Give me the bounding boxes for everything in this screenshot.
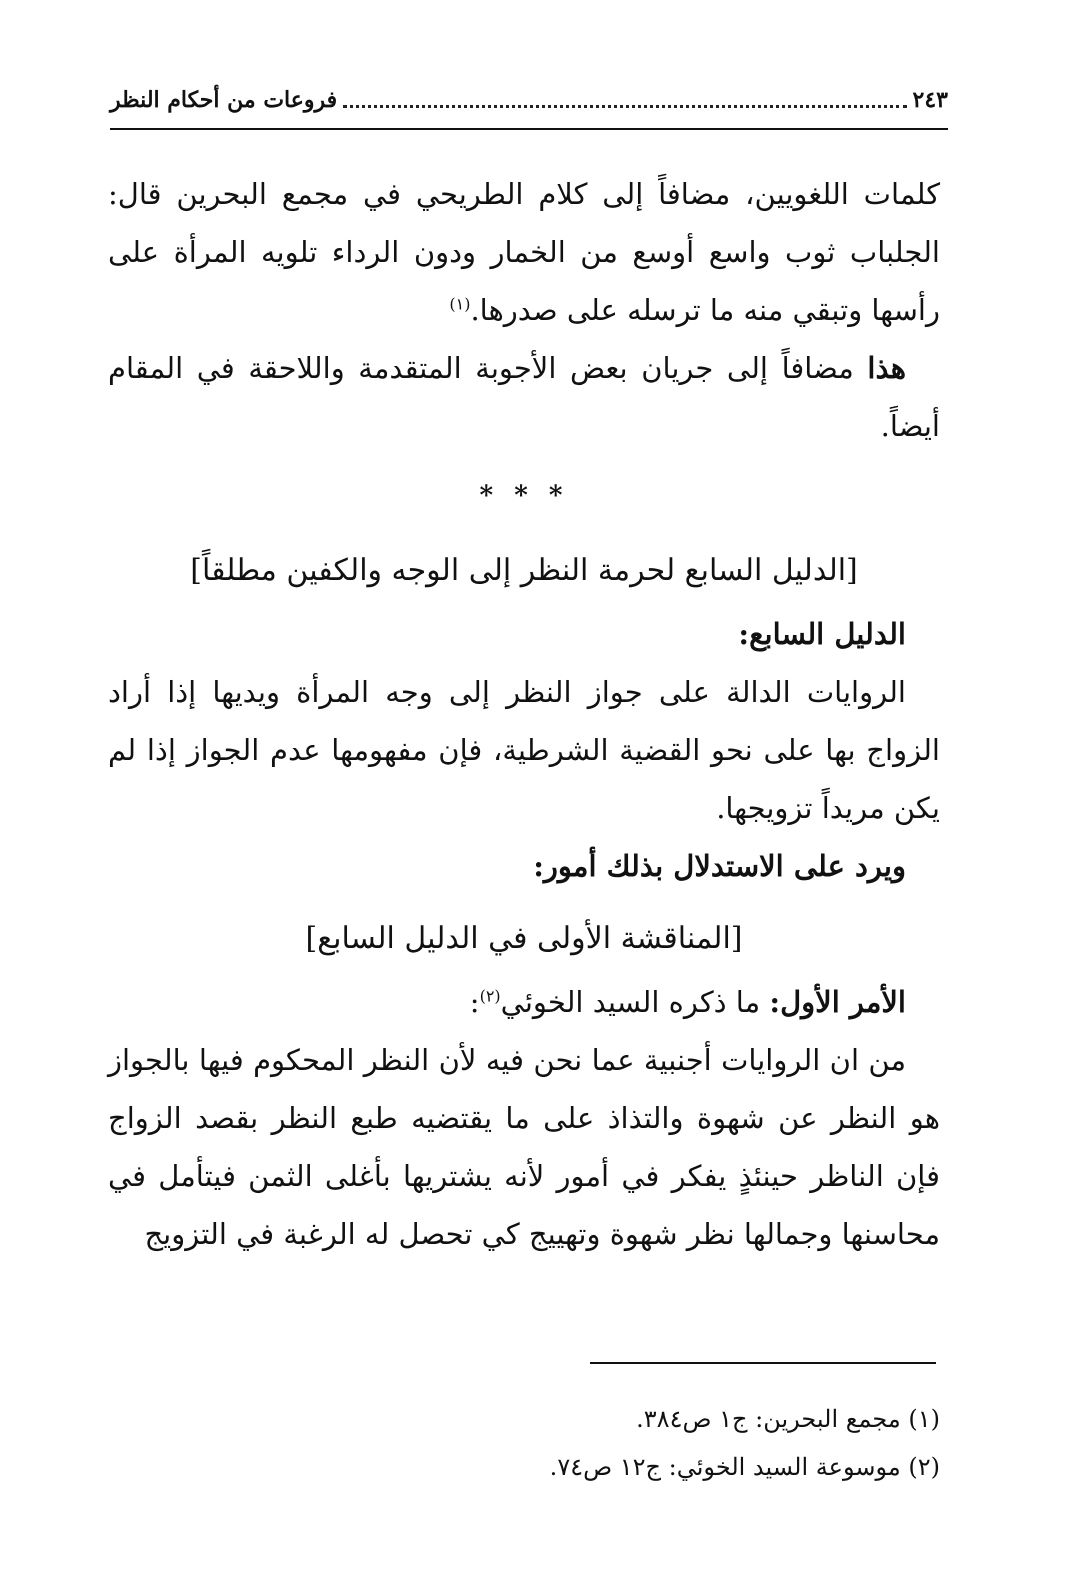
header-rule bbox=[110, 128, 948, 130]
footnote-ref-1: (١) bbox=[449, 294, 471, 314]
subheading-objections: ويرد على الاستدلال بذلك أمور: bbox=[533, 849, 906, 883]
section-heading-2: [المناقشة الأولى في الدليل السابع] bbox=[305, 921, 743, 956]
section-separator: * * * bbox=[479, 481, 569, 511]
paragraph-3: الروايات الدالة على جواز النظر إلى وجه المرأة ويديها إذا أراد الزواج بها على نحو القضية الشرطية، فإن مفهومها عدم الجواز إذا لم يكن مريداً تزويجها. bbox=[108, 675, 940, 825]
paragraph-2-lead: هذا bbox=[867, 351, 906, 385]
paragraph-1 bbox=[108, 165, 940, 339]
header-dot-leader bbox=[343, 105, 906, 108]
paragraph-4-lead: الأمر الأول: bbox=[769, 985, 906, 1019]
running-title: فروعات من أحكام النظر bbox=[110, 87, 338, 113]
paragraph-5: من ان الروايات أجنبية عما نحن فيه لأن النظر المحكوم فيها بالجواز هو النظر عن شهوة والتذاذ على ما يقتضيه طبع النظر بقصد الزواج فإن الناظر حينئذٍ يفكر في أمور لأنه يشتريها بأغلى الثمن فيتأمل في محاسنها وجمالها نظر شهوة وتهييج كي تحصل له الرغبة في التزويج bbox=[108, 1043, 940, 1251]
paragraph-1-line-2: الجلباب ثوب واسع أوسع من الخمار ودون الرداء تلويه المرأة على bbox=[108, 235, 940, 269]
section-heading-1: [الدليل السابع لحرمة النظر إلى الوجه والكفين مطلقاً] bbox=[190, 553, 858, 588]
paragraph-4-text: ما ذكره السيد الخوئي bbox=[500, 985, 770, 1019]
paragraph-4-colon: : bbox=[469, 985, 480, 1019]
paragraph-1-line-3: رأسها وتبقي منه ما ترسله على صدرها. bbox=[470, 293, 940, 327]
paragraph-2-text: مضافاً إلى جريان بعض الأجوبة المتقدمة واللاحقة في المقام أيضاً. bbox=[108, 351, 940, 443]
footnotes bbox=[108, 1395, 940, 1491]
paragraph-1-line-1: كلمات اللغويين، مضافاً إلى كلام الطريحي في مجمع البحرين قال: bbox=[108, 177, 940, 211]
subheading-seventh-evidence: الدليل السابع: bbox=[738, 617, 906, 651]
footnote-1: (١) مجمع البحرين: ج١ ص٣٨٤. bbox=[636, 1405, 940, 1433]
paragraph-4 bbox=[108, 973, 940, 1031]
page-number: ٢٤٣ bbox=[912, 87, 948, 113]
running-header bbox=[110, 80, 948, 120]
paragraph-2 bbox=[108, 339, 940, 455]
footnote-ref-2: (٢) bbox=[479, 986, 501, 1006]
footnote-rule bbox=[590, 1362, 936, 1364]
footnote-2: (٢) موسوعة السيد الخوئي: ج١٢ ص٧٤. bbox=[549, 1453, 940, 1481]
main-text bbox=[108, 165, 940, 1263]
